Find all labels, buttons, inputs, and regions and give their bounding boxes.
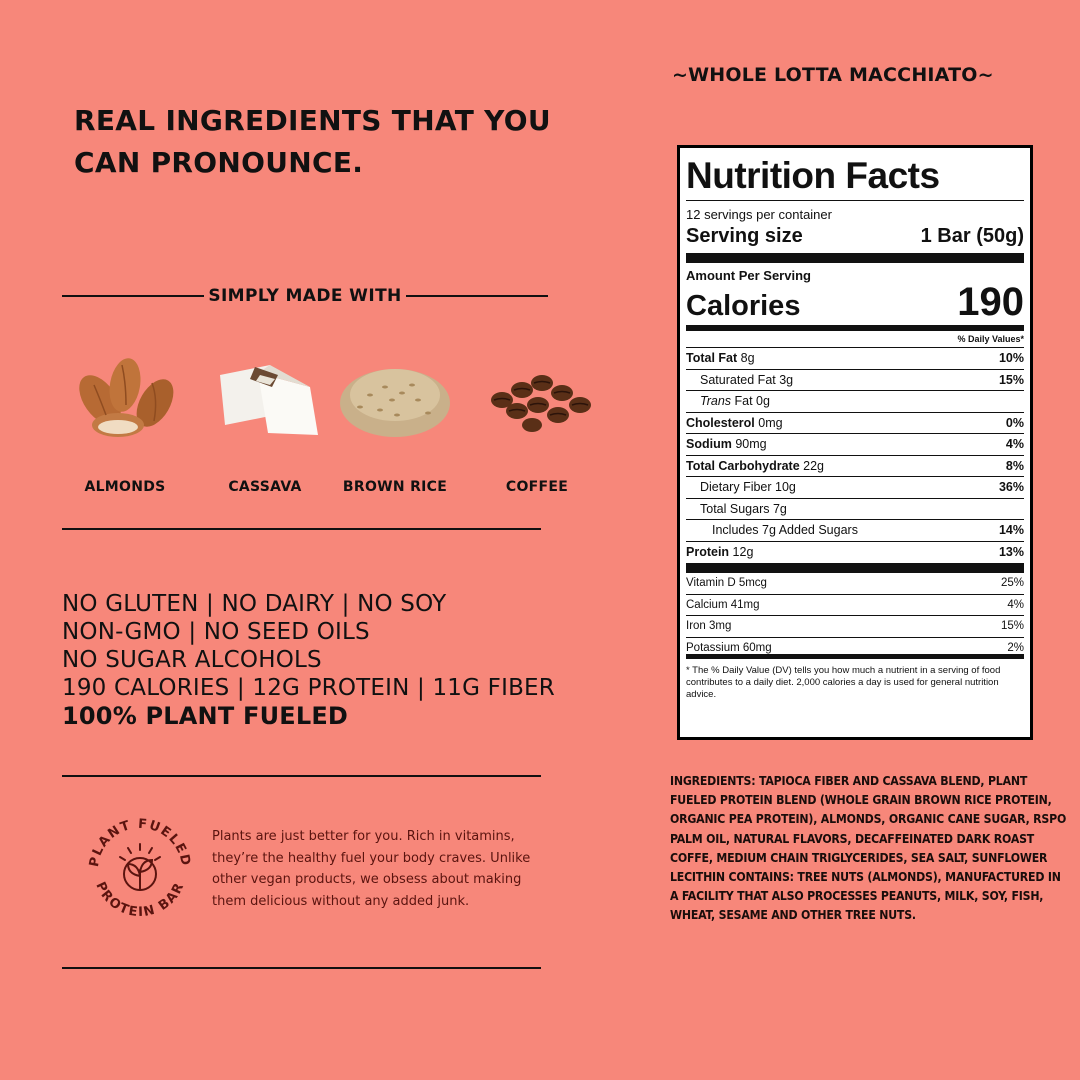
nutrient-amount: 22g: [803, 458, 825, 473]
badge-top-text: PLANT FUELED: [86, 816, 194, 869]
nutrient-amount: 7g: [772, 501, 787, 516]
vitamin-dv: 2%: [1007, 641, 1024, 654]
ingredient-cassava: [200, 345, 330, 505]
ingredient-icons-row: [60, 345, 620, 505]
nutrient-dv: 8%: [1005, 458, 1024, 473]
ingredient-label-almonds: ALMONDS: [84, 479, 166, 495]
vitamin-row: [686, 595, 1024, 617]
separator: [686, 200, 1024, 201]
nutrient-dv: 13%: [998, 544, 1024, 559]
nutrient-name: Total Fat: [686, 351, 738, 365]
vitamin-name: Calcium 41mg: [686, 598, 760, 611]
nutrient-name: Sodium: [686, 437, 732, 451]
claim-line: NO GLUTEN | NO DAIRY | NO SOY: [62, 591, 447, 617]
nutrient-amount: 8g: [740, 351, 755, 365]
nutrient-amount: 10g: [775, 480, 796, 494]
vitamin-row: [686, 616, 1024, 638]
vitamin-dv: 25%: [1000, 577, 1024, 589]
nutrient-name: Cholesterol: [686, 415, 755, 430]
ingredients-list: INGREDIENTS: TAPIOCA FIBER AND CASSAVA BLEND, PLANT FUELED PROTEIN BLEND (WHOLE GRAIN BROWN RICE PROTEIN, ORGANIC PEA PROTEIN), ALMONDS, ORGANIC CANE SUGAR, RSPO PALM OIL, NATURAL FLAVORS, DECAFFEINATED DARK ROAST COFFE, MEDIUM CHAIN TRIGLYCERIDES, SEA SALT, SUNFLOWER LECITHIN CONTAINS: TREE NUTS (ALMONDS), MANUFACTURED IN A FACILITY THAT ALSO PROCESSES PEANUTS, MILK, SOY, FISH, WHEAT, SESAME AND OTHER TREE NUTS.: [670, 774, 1067, 923]
nutrient-row-cholesterol: [686, 413, 1024, 435]
divider-line: [62, 967, 541, 969]
badge-bottom-text: PROTEIN BAR: [92, 879, 188, 921]
serving-size-value: 1 Bar (50g): [920, 225, 1024, 247]
vitamin-dv: 4%: [1007, 598, 1024, 611]
vitamin-name: Vitamin D 5mcg: [686, 577, 767, 589]
daily-value-footnote: * The % Daily Value (DV) tells you how much a nutrient in a serving of food contributes to a daily diet. 2,000 calories a day is used for general nutrition advice.: [686, 665, 1001, 700]
product-name: ~WHOLE LOTTA MACCHIATO~: [672, 64, 994, 86]
vitamin-name: Potassium 60mg: [686, 641, 772, 654]
nutrient-amount: Fat 0g: [734, 394, 770, 408]
coffee-beans-icon: [472, 345, 602, 445]
vitamin-name: Iron 3mg: [686, 620, 732, 632]
nutrition-facts-panel: [677, 145, 1033, 740]
nutrient-name: Saturated Fat: [700, 372, 776, 387]
nutrient-row-total-fat: [686, 348, 1024, 370]
nutrient-row-total-sugars: [686, 499, 1024, 521]
nutrient-dv: 36%: [998, 480, 1024, 494]
nutrient-amount: 0mg: [758, 415, 783, 430]
nutrient-amount: 90mg: [735, 437, 767, 451]
nutrient-name: Includes 7g Added Sugars: [712, 523, 858, 537]
nutrient-name: Dietary Fiber: [700, 480, 772, 494]
svg-text:PLANT FUELED: [87, 817, 193, 868]
divider-line-right: [406, 295, 548, 297]
nutrient-row-trans-fat: [686, 391, 1024, 413]
claim-plant-fueled: 100% PLANT FUELED: [62, 702, 349, 730]
sprout-icon: [120, 844, 160, 890]
brown-rice-icon: [330, 345, 460, 445]
serving-size-row: [686, 223, 1024, 249]
nutrient-amount: 3g: [779, 372, 794, 387]
nutrient-row-added-sugars: [686, 520, 1024, 542]
calories-label: Calories: [686, 290, 801, 322]
calories-value: 190: [957, 280, 1024, 324]
nutrient-dv: 4%: [1005, 437, 1024, 451]
nutrient-row-total-carbohydrate: [686, 456, 1024, 478]
divider-line-left: [62, 295, 204, 297]
ingredient-coffee: [472, 345, 602, 505]
nutrient-amount: 12g: [732, 544, 754, 559]
nutrient-dv: 10%: [998, 351, 1024, 365]
ingredient-brown-rice: [330, 345, 460, 505]
headline: REAL INGREDIENTS THAT YOU CAN PRONOUNCE.: [74, 104, 551, 179]
claim-line: NON-GMO | NO SEED OILS: [62, 619, 370, 645]
nutrition-facts-title: Nutrition Facts: [686, 155, 940, 196]
nutrient-name: Total Sugars: [700, 501, 770, 516]
nutrient-dv: 15%: [998, 372, 1024, 387]
nutrient-row-protein: [686, 542, 1024, 564]
claims-list: [62, 590, 602, 730]
daily-values-header: % Daily Values*: [686, 331, 1024, 348]
ingredient-label-coffee: COFFEE: [505, 479, 569, 495]
nutrient-dv: 0%: [1005, 415, 1024, 430]
nutrient-row-dietary-fiber: [686, 477, 1024, 499]
calories-row: [686, 280, 1024, 324]
plant-fueled-badge: [80, 808, 200, 928]
cassava-icon: [200, 345, 330, 445]
claim-line: NO SUGAR ALCOHOLS: [62, 647, 322, 673]
serving-size-label: Serving size: [686, 225, 803, 247]
nutrient-row-saturated-fat: [686, 370, 1024, 392]
ingredient-almonds: [60, 345, 190, 505]
simply-made-divider: [62, 284, 548, 308]
vitamin-row: [686, 573, 1024, 595]
ingredient-label-cassava: CASSAVA: [228, 479, 302, 495]
vitamin-row: [686, 638, 1024, 660]
divider-line: [62, 775, 541, 777]
badge-description: Plants are just better for you. Rich in vitamins, they’re the healthy fuel your body craves. Unlike other vegan products, we obsess about making them delicious without any added junk.: [212, 829, 531, 909]
plant-fueled-badge-icon: [80, 808, 200, 928]
simply-made-title: SIMPLY MADE WITH: [208, 286, 402, 306]
divider-line: [62, 528, 541, 530]
thick-rule: [686, 253, 1024, 263]
thick-rule: [686, 563, 1024, 573]
claim-line: 190 CALORIES | 12G PROTEIN | 11G FIBER: [62, 675, 555, 701]
almonds-icon: [60, 345, 190, 445]
nutrient-name: Total Carbohydrate: [686, 458, 800, 473]
nutrient-row-sodium: [686, 434, 1024, 456]
ingredient-label-brown-rice: BROWN RICE: [342, 479, 448, 495]
nutrient-name: Trans: [700, 394, 732, 408]
vitamin-dv: 15%: [1000, 620, 1024, 632]
amount-per-serving: Amount Per Serving: [686, 268, 811, 283]
nutrient-name: Protein: [686, 544, 730, 559]
servings-per-container: 12 servings per container: [686, 207, 832, 222]
nutrient-dv: 14%: [998, 523, 1024, 537]
